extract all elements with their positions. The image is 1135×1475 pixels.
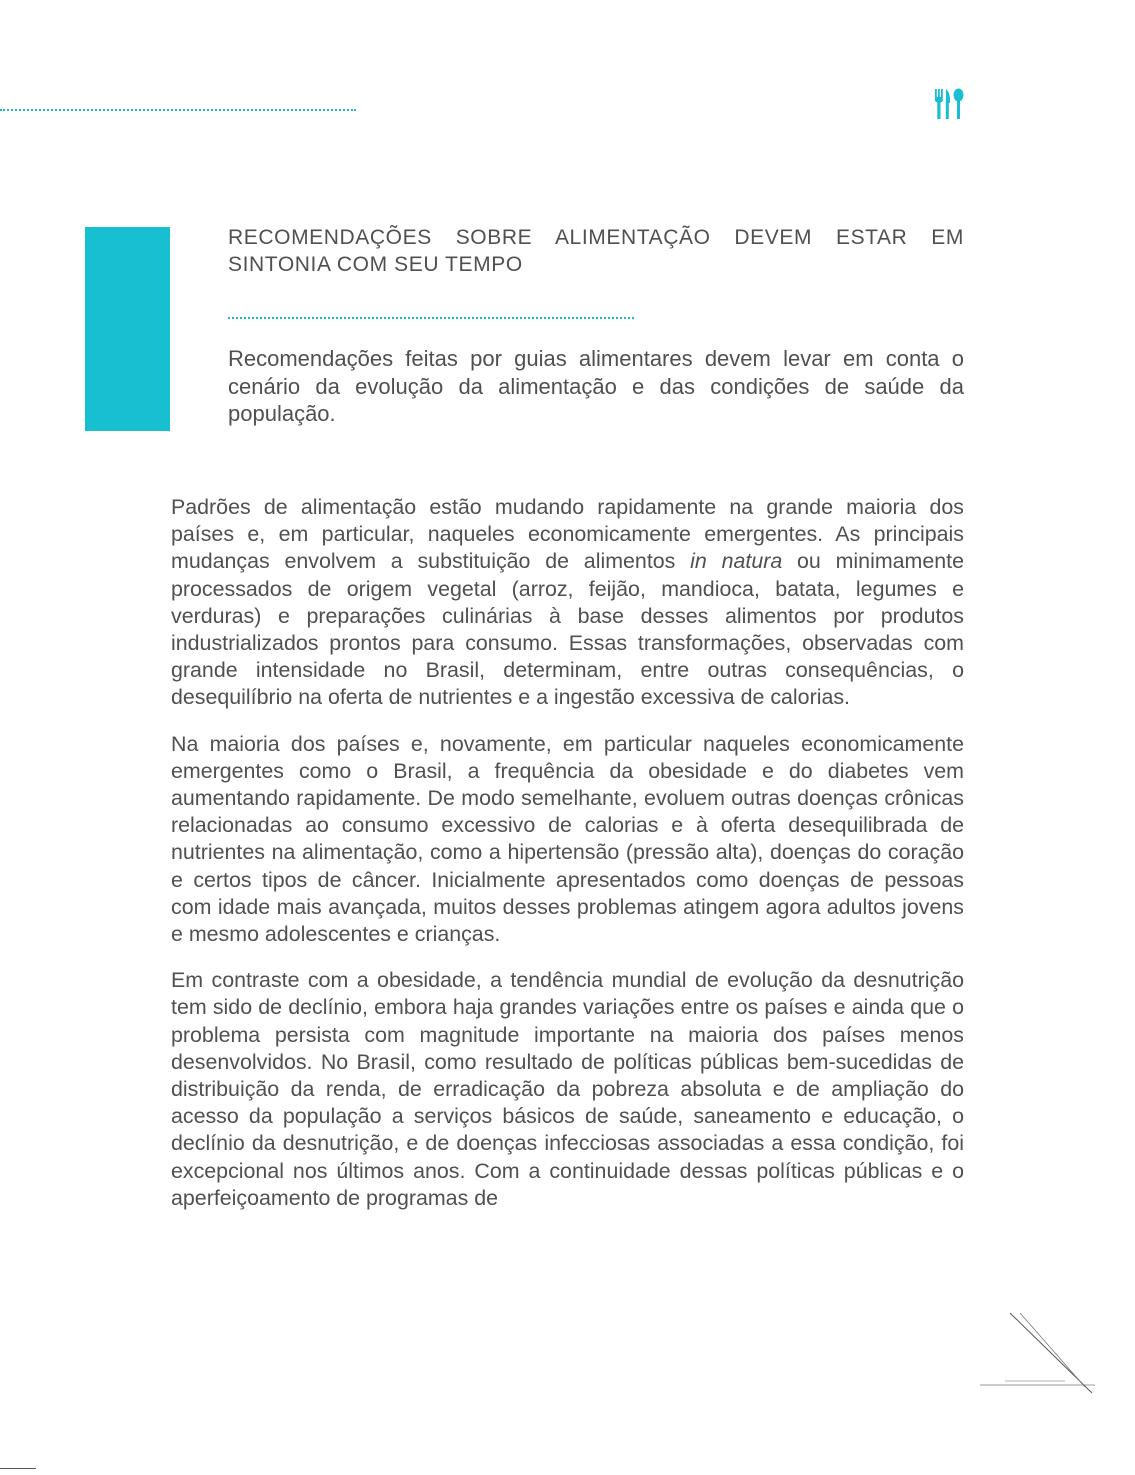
paragraph-2: Na maioria dos países e, novamente, em particular naqueles economicamente emergentes como o Brasil, a frequência da obesidade e do diabetes vem aumentando rapidamente. De modo semelhante, evoluem outras doenças crônicas relacionadas ao consumo excessivo de calorias e à oferta desequilibrada de nutrientes na alimentação, como a hipertensão (pressão alta), doenças do coração e certos tipos de câncer. Inicialmente apresentados como doenças de pessoas com idade mais avançada, muitos desses problemas atingem agora adultos jovens e mesmo adolescentes e crianças. <box>171 731 964 947</box>
box-dotted-rule <box>228 317 634 319</box>
paragraph-1 <box>171 494 964 712</box>
box-title: RECOMENDAÇÕES SOBRE ALIMENTAÇÃO DEVEM ESTAR EM SINTONIA COM SEU TEMPO <box>228 226 964 276</box>
box-lead-text: Recomendações feitas por guias alimentares devem levar em conta o cenário da evolução da alimentação e das condições de saúde da população. <box>228 346 964 426</box>
cutlery-icon <box>933 88 965 120</box>
paragraph-1-part-a: Padrões de alimentação estão mudando rapidamente na grande maioria dos países e, em particular, naqueles economicamente emergentes. As principais mudanças envolvem a substituição de alimentos <box>171 495 964 574</box>
paragraph-1-part-b: ou minimamente processados de origem vegetal (arroz, feijão, mandioca, batata, legumes e verduras) e preparações culinárias à base desses alimentos por produtos industrializados prontos para consumo. Essas transformações, observadas com grande intensidade no Brasil, determinam, entre outras consequências, o desequilíbrio na oferta de nutrientes e a ingestão excessiva de calorias. <box>171 549 964 710</box>
top-dotted-rule <box>0 109 356 111</box>
corner-decoration <box>975 1305 1100 1405</box>
paragraph-1-italic: in natura <box>690 549 783 574</box>
teal-accent-block <box>85 227 170 431</box>
body-text <box>171 494 964 1231</box>
paragraph-3: Em contraste com a obesidade, a tendência mundial de evolução da desnutrição tem sido de declínio, embora haja grandes variações entre os países e ainda que o problema persista com magnitude importante na maioria dos países menos desenvolvidos. No Brasil, como resultado de políticas públicas bem-sucedidas de distribuição da renda, de erradicação da pobreza absoluta e de ampliação do acesso da população a serviços básicos de saúde, saneamento e educação, o declínio da desnutrição, e de doenças infecciosas associadas a essa condição, foi excepcional nos últimos anos. Com a continuidade dessas políticas públicas e o aperfeiçoamento de programas de <box>171 968 964 1210</box>
bottom-mark <box>0 1468 36 1469</box>
